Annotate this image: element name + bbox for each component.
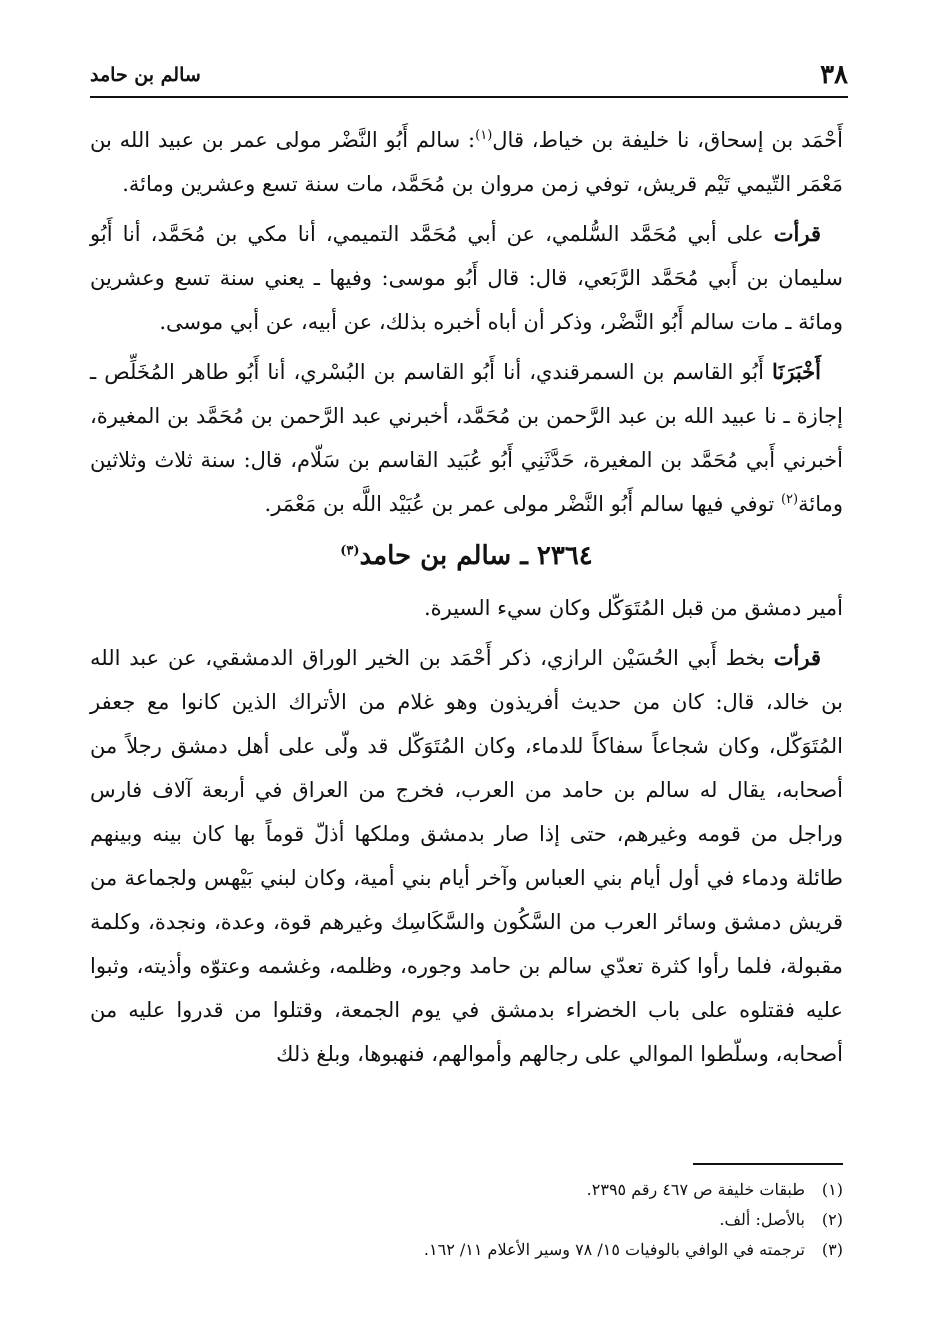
paragraph-5-text: بخط أَبي الحُسَيْن الرازي، ذكر أَحْمَد بن الخير الوراق الدمشقي، عن عبد الله بن خالد، قال: كان من حديث أفريذون وهو غلام من الأتراك الذين كانوا مع جعفر المُتَوَكّل، وكان شجاعاً سفاكاً للدماء، وكان المُتَوَكّل قد ولّى على أهل دمشق رجلاً من أصحابه، يقال له سالم بن حامد من العرب، فخرج من العراق في أربعة آلاف فارس وراجل من قومه وغيرهم، حتى إذا صار بدمشق وملكها أذلّ قوماً بها كان بينه وبينهم طائلة ودماء في أول أيام بني العباس وآخر أيام بني أمية، وكان لبني بَيْهس ولجماعة من قريش دمشق وسائر العرب من السَّكُون والسَّكَاسِك وغيرهم قوة، وعدة، ونجدة، وكلمة مقبولة، فلما رأوا كثرة تعدّي سالم بن حامد وجوره، وظلمه، وغشمه وعتوّه وأذيته، وثبوا عليه فقتلوه على باب الخضراء بدمشق في يوم الجمعة، وقتلوا من قدروا عليه من أصحابه، وسلّطوا الموالي على رجالهم وأموالهم، فنهبوها، وبلغ ذلك — [90, 646, 843, 1066]
paragraph-5 — [90, 636, 843, 1076]
paragraph-2-lead: قرأت — [773, 221, 821, 246]
footnote-2-number: (٢) — [821, 1210, 843, 1229]
paragraph-4-text: أمير دمشق من قبل المُتَوَكّل وكان سيء السيرة. — [423, 596, 843, 620]
paragraph-3-text-b: توفي فيها سالم أَبُو النَّضْر مولى عمر بن عُبَيْد اللَّه بن مَعْمَر. — [264, 492, 781, 516]
header-rule — [90, 96, 848, 98]
footnote-3-text: ترجمته في الوافي بالوفيات ١٥/ ٧٨ وسير الأعلام ١١/ ١٦٢. — [423, 1240, 805, 1259]
paragraph-2 — [90, 212, 843, 344]
entry-heading — [90, 532, 843, 580]
footnote-ref-2: (٢) — [780, 492, 799, 507]
footnote-3-number: (٣) — [821, 1240, 843, 1259]
footnote-ref-3: (٣) — [340, 543, 360, 559]
paragraph-1 — [90, 118, 843, 206]
paragraph-5-lead: قرأت — [773, 645, 821, 670]
entry-title: ٢٣٦٤ ـ سالم بن حامد — [359, 541, 593, 571]
running-title: سالم بن حامد — [90, 64, 201, 86]
paragraph-3-text-a: أَبُو القاسم بن السمرقندي، أنا أَبُو القاسم بن البُسْري، أنا أَبُو طاهر المُخَلِّص ـ إجازة ـ نا عبيد الله بن عبد الرَّحمن بن مُحَمَّد، أخبرني عبد الرَّحمن بن مُحَمَّد بن المغيرة، أخبرني أَبي مُحَمَّد بن المغيرة، حَدَّثَنِي أَبُو عُبَيد القاسم بن سَلّام، قال: سنة ثلاث وثلاثين ومائة — [90, 360, 843, 516]
paragraph-4 — [90, 586, 843, 630]
main-text — [90, 118, 843, 1082]
footnotes — [90, 1175, 843, 1265]
footnote-rule — [693, 1163, 843, 1165]
page-header — [90, 58, 848, 96]
paragraph-3 — [90, 350, 843, 526]
paragraph-2-text: على أبي مُحَمَّد السُّلمي، عن أبي مُحَمَّد التميمي، أنا مكي بن مُحَمَّد، أنا أَبُو سليمان بن أَبي مُحَمَّد الرَّبَعي، قال: قال أَبُو موسى: وفيها ـ يعني سنة تسع وعشرين ومائة ـ مات سالم أَبُو النَّضْر، وذكر أن أباه أخبره بذلك، عن أبيه، عن أبي موسى. — [90, 222, 843, 334]
paragraph-1-text-b: : سالم أَبُو النَّضْر مولى عمر بن عبيد الله بن مَعْمَر التّيمي تَيْم قريش، توفي زمن مروان بن مُحَمَّد، مات سنة تسع وعشرين ومائة. — [90, 128, 843, 196]
footnote-ref-1: (١) — [475, 128, 493, 143]
footnote-1 — [90, 1175, 843, 1205]
paragraph-3-lead: أَخْبَرَنَا — [772, 359, 821, 384]
footnote-2-text: بالأصل: ألف. — [719, 1210, 805, 1229]
footnote-1-text: طبقات خليفة ص ٤٦٧ رقم ٢٣٩٥. — [586, 1180, 805, 1199]
page-number: ٣٨ — [820, 60, 848, 90]
footnote-1-number: (١) — [821, 1180, 843, 1199]
footnote-2 — [90, 1205, 843, 1235]
paragraph-1-text-a: أَحْمَد بن إسحاق، نا خليفة بن خياط، قال — [492, 128, 843, 152]
footnote-3 — [90, 1235, 843, 1265]
